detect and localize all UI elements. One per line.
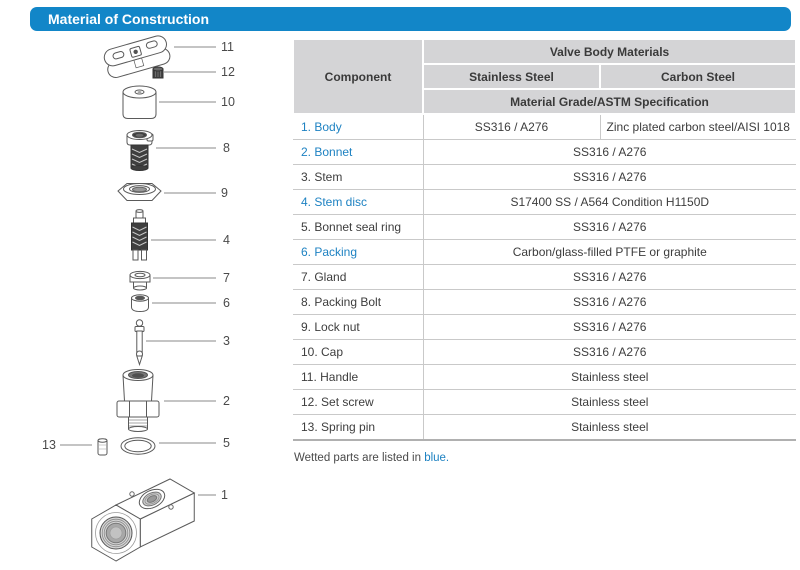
packing-part [132, 295, 149, 312]
lock-nut-part [118, 184, 161, 201]
callout-5: 5 [223, 436, 230, 450]
materials-table [292, 38, 797, 441]
header-material-grade: Material Grade/ASTM Specification [423, 89, 796, 114]
header-stainless-steel: Stainless Steel [423, 64, 600, 89]
component-cell: 5. Bonnet seal ring [293, 215, 423, 240]
cap-part [123, 86, 156, 119]
material-cell: SS316 / A276 [423, 265, 796, 290]
material-cell: Stainless steel [423, 390, 796, 415]
footnote [294, 452, 449, 464]
component-cell: 10. Cap [293, 340, 423, 365]
callout-9: 9 [221, 186, 228, 200]
header-carbon-steel: Carbon Steel [600, 64, 796, 89]
component-cell: 1. Body [293, 114, 423, 140]
material-cell: SS316 / A276 [423, 140, 796, 165]
component-cell: 3. Stem [293, 165, 423, 190]
component-cell: 2. Bonnet [293, 140, 423, 165]
component-cell: 13. Spring pin [293, 415, 423, 441]
gland-part [130, 271, 150, 290]
component-cell: 9. Lock nut [293, 315, 423, 340]
table-row [293, 415, 796, 441]
table-row [293, 165, 796, 190]
table-row [293, 114, 796, 140]
material-cell: Stainless steel [423, 365, 796, 390]
callout-6: 6 [223, 296, 230, 310]
component-cell: 6. Packing [293, 240, 423, 265]
bonnet-part [117, 370, 159, 432]
component-cell: 4. Stem disc [293, 190, 423, 215]
component-cell: 7. Gland [293, 265, 423, 290]
material-cell: Carbon/glass-filled PTFE or graphite [423, 240, 796, 265]
table-row [293, 340, 796, 365]
footnote-text: Wetted parts are listed in [294, 452, 425, 464]
callout-8: 8 [223, 141, 230, 155]
material-cell: SS316 / A276 [423, 215, 796, 240]
materials-table-body [293, 114, 796, 440]
section-title-bar [30, 7, 791, 31]
material-cell: SS316 / A276 [423, 315, 796, 340]
table-row [293, 215, 796, 240]
header-component: Component [293, 39, 423, 114]
table-row [293, 140, 796, 165]
material-cell: SS316 / A276 [423, 114, 600, 140]
table-row [293, 365, 796, 390]
page-title: Material of Construction [48, 11, 210, 27]
material-cell: Zinc plated carbon steel/AISI 1018 [600, 114, 796, 140]
material-cell: SS316 / A276 [423, 165, 796, 190]
stem-part [135, 320, 144, 365]
callout-7: 7 [223, 271, 230, 285]
material-cell: SS316 / A276 [423, 290, 796, 315]
material-cell: Stainless steel [423, 415, 796, 441]
callout-2: 2 [223, 394, 230, 408]
bonnet-seal-ring-part [121, 438, 155, 454]
callout-10: 10 [221, 95, 235, 109]
material-cell: SS316 / A276 [423, 340, 796, 365]
table-row [293, 240, 796, 265]
material-cell: S17400 SS / A564 Condition H1150D [423, 190, 796, 215]
callout-3: 3 [223, 334, 230, 348]
table-row [293, 190, 796, 215]
callout-12: 12 [221, 65, 235, 79]
table-row [293, 315, 796, 340]
body-part [92, 479, 195, 561]
callout-11: 11 [221, 40, 234, 54]
footnote-blue-word: blue. [424, 452, 450, 464]
table-row [293, 290, 796, 315]
callout-13: 13 [42, 438, 56, 452]
valve-exploded-diagram-svg [30, 35, 292, 570]
table-row [293, 265, 796, 290]
packing-bolt-part [127, 131, 153, 171]
callout-4: 4 [223, 233, 230, 247]
exploded-view-diagram [30, 35, 292, 570]
set-screw-part [153, 67, 163, 78]
spring-pin-part [98, 439, 107, 455]
callout-1: 1 [221, 488, 228, 502]
stem-disc-part [132, 210, 148, 260]
component-cell: 8. Packing Bolt [293, 290, 423, 315]
table-row [293, 390, 796, 415]
header-valve-body-materials: Valve Body Materials [423, 39, 796, 64]
materials-table-wrap [292, 38, 795, 441]
component-cell: 12. Set screw [293, 390, 423, 415]
component-cell: 11. Handle [293, 365, 423, 390]
